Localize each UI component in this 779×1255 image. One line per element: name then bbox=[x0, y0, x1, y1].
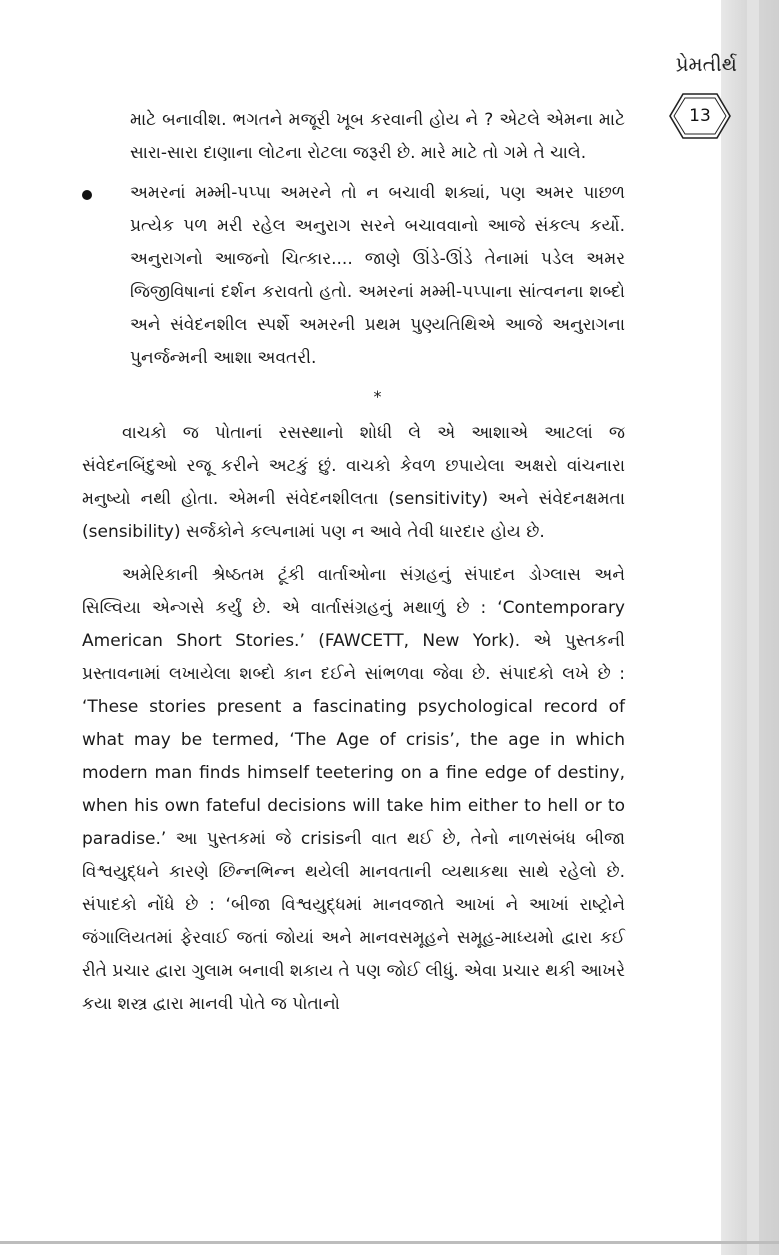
bullet-text: અમરનાં મમ્મી-પપ્પા અમરને તો ન બચાવી શક્યાં, પણ અમર પાછળ પ્રત્યેક પળ મરી રહેલ અનુરાગ સરને બચાવવાનો આજે સંકલ્પ કર્યો. અનુરાગનો આજનો ચિત્કાર.... જાણે ઊંડે-ઊંડે તેનામાં પડેલ અમર જિજીવિષાનાં દર્શન કરાવતો હતો. અમરનાં મમ્મી-પપ્પાના સાંત્વનના શબ્દો અને સંવેદનશીલ સ્પર્શે અમરની પ્રથમ પુણ્યતિથિએ આજે અનુરાગના પુનર્જન્મની આશા અવતરી. bbox=[130, 183, 625, 368]
bottom-edge bbox=[0, 1241, 779, 1244]
paragraph: અમેરિકાની શ્રેષ્ઠતમ ટૂંકી વાર્તાઓના સંગ્રહનું સંપાદન ડોગ્લાસ અને સિલ્વિયા એન્ગસે કર્યું છે. એ વાર્તાસંગ્રહનું મથાળું છે : ‘Contemporary American Short Stories.’ (FAWCETT, New York). એ પુસ્તકની પ્રસ્તાવનામાં લખાયેલા શબ્દો કાન દઈને સાંભળવા જેવા છે. સંપાદકો લખે છે : ‘These stories present a fascinating psychological record of what may be termed, ‘The Age of crisis’, the age in which modern man finds himself teetering on a fine edge of destiny, when his own fateful decisions will take him either to hell or to paradise.’ આ પુસ્તકમાં જે crisisની વાત થઈ છે, તેનો નાળસંબંધ બીજા વિશ્વયુદ્ધને કારણે છિન્નભિન્ન થયેલી માનવતાની વ્યથાકથા સાથે રહેલો છે. સંપાદકો નોંધે છે : ‘બીજા વિશ્વયુદ્ધમાં માનવજાતે આખાં ને આખાં રાષ્ટ્રોને જંગાલિયતમાં ફેરવાઈ જતાં જોયાં અને માનવસમૂહને સમૂહ-માધ્યમો દ્વારા કઈ રીતે પ્રચાર દ્વારા ગુલામ બનાવી શકાય તે પણ જોઈ લીધું. એવા પ્રચાર થકી આખરે કયા શસ્ત્ર દ્વારા માનવી પોતે જ પોતાનો bbox=[82, 565, 625, 1014]
bullet-dot-icon bbox=[82, 190, 92, 200]
page-number: 13 bbox=[689, 106, 711, 126]
paragraph-continuation: માટે બનાવીશ. ભગતને મજૂરી ખૂબ કરવાની હોય ને ? એટલે એમના માટે સારા-સારા દાણાના લોટના રોટલા જરૂરી છે. મારે માટે તો ગમે તે ચાલે. bbox=[130, 110, 625, 163]
bullet-item bbox=[82, 177, 625, 375]
page-number-badge bbox=[669, 93, 731, 139]
running-title: પ્રેમતીર્થ bbox=[675, 52, 737, 76]
body-text bbox=[82, 104, 625, 1021]
page-edge-inner bbox=[747, 0, 759, 1255]
section-separator: * bbox=[373, 387, 382, 406]
paragraph: વાચકો જ પોતાનાં રસસ્થાનો શોધી લે એ આશાએ આટલાં જ સંવેદનબિંદુઓ રજૂ કરીને અટકું છું. વાચકો કેવળ છપાયેલા અક્ષરો વાંચનારા મનુષ્યો નથી હોતા. એમની સંવેદનશીલતા (sensitivity) અને સંવેદનક્ષમતા (sensibility) સર્જકોને કલ્પનામાં પણ ન આવે તેવી ધારદાર હોય છે. bbox=[82, 423, 625, 542]
